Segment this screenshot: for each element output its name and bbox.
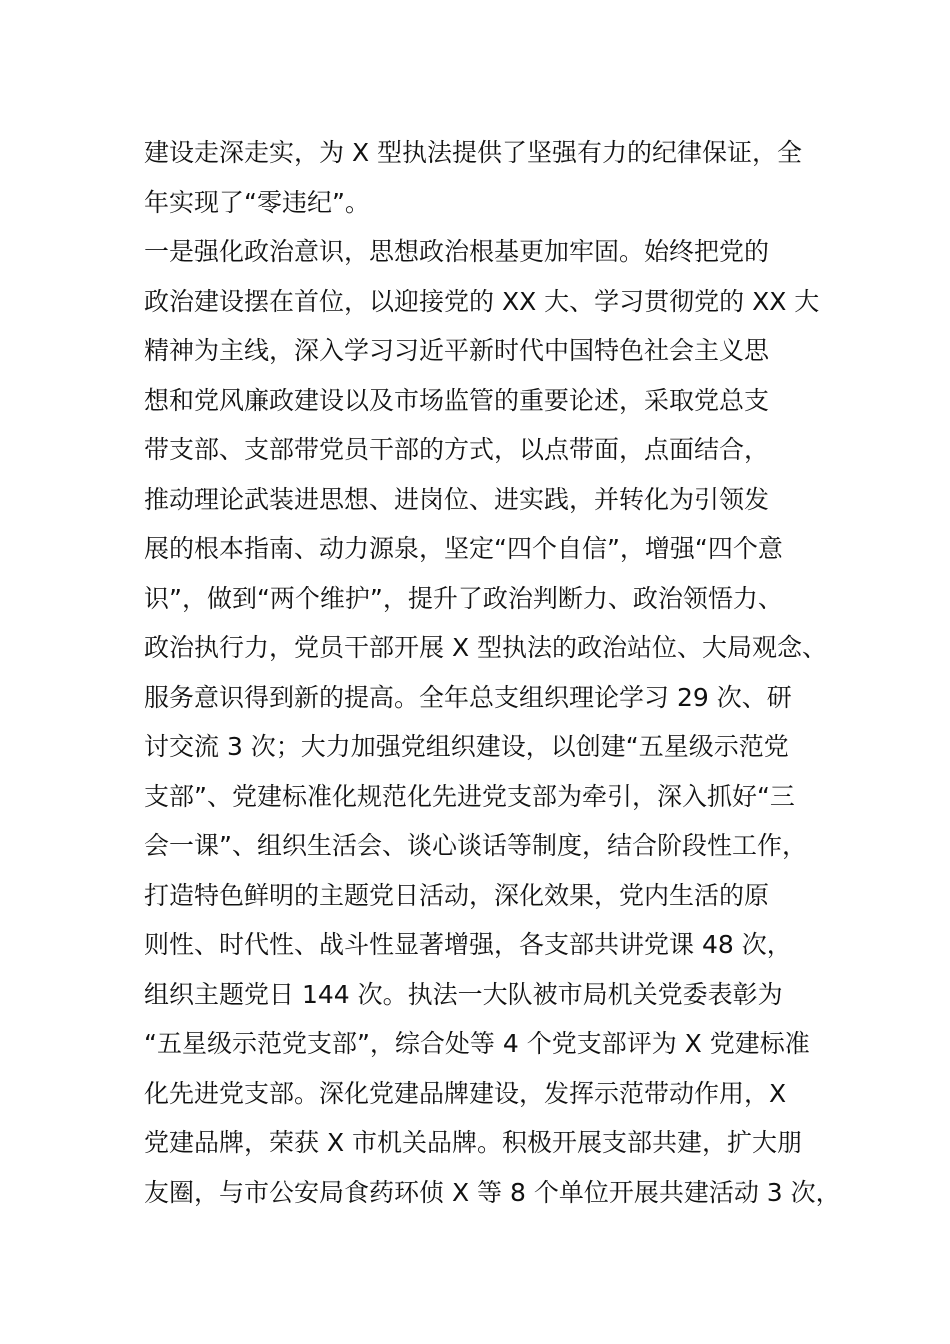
text-line: 想和党风廉政建设以及市场监管的重要论述，采取党总支 <box>144 385 770 415</box>
text-line: 建设走深走实，为 X 型执法提供了坚强有力的纪律保证，全 <box>144 138 803 167</box>
text-line: 组织主题党日 144 次。执法一大队被市局机关党委表彰为 <box>144 979 783 1009</box>
text-line: 政治建设摆在首位，以迎接党的 XX 大、学习贯彻党的 XX 大 <box>144 286 820 316</box>
text-line: 党建品牌，荣获 X 市机关品牌。积极开展支部共建，扩大朋 <box>144 1128 803 1157</box>
text-line: 展的根本指南、动力源泉，坚定“四个自信”，增强“四个意 <box>144 534 783 563</box>
text-line: 则性、时代性、战斗性显著增强，各支部共讲党课 48 次， <box>144 930 792 959</box>
text-line: 年实现了“零违纪”。 <box>144 187 370 217</box>
text-line: “五星级示范党支部”，综合处等 4 个党支部评为 X 党建标准 <box>144 1029 810 1058</box>
text-line: 打造特色鲜明的主题党日活动，深化效果，党内生活的原 <box>144 880 770 910</box>
text-line: 化先进党支部。深化党建品牌建设，发挥示范带动作用，X <box>144 1078 787 1108</box>
text-line: 政治执行力，党员干部开展 X 型执法的政治站位、大局观念、 <box>144 633 828 662</box>
text-line: 讨交流 3 次；大力加强党组织建设，以创建“五星级示范党 <box>144 732 789 761</box>
text-line: 服务意识得到新的提高。全年总支组织理论学习 29 次、研 <box>144 682 792 712</box>
text-line: 支部”、党建标准化规范化先进党支部为牵引，深入抓好“三 <box>144 781 795 811</box>
text-line: 会一课”、组织生活会、谈心谈话等制度，结合阶段性工作， <box>144 831 807 860</box>
text-line: 友圈，与市公安局食药环侦 X 等 8 个单位开展共建活动 3 次， <box>144 1177 841 1207</box>
text-line: 识”，做到“两个维护”，提升了政治判断力、政治领悟力、 <box>144 583 783 613</box>
text-line: 一是强化政治意识，思想政治根基更加牢固。始终把党的 <box>144 237 770 266</box>
text-line: 带支部、支部带党员干部的方式，以点带面，点面结合， <box>144 435 770 464</box>
body-text <box>144 128 844 1217</box>
text-line: 推动理论武装进思想、进岗位、进实践，并转化为引领发 <box>144 484 770 514</box>
text-line: 精神为主线，深入学习习近平新时代中国特色社会主义思 <box>144 336 770 365</box>
